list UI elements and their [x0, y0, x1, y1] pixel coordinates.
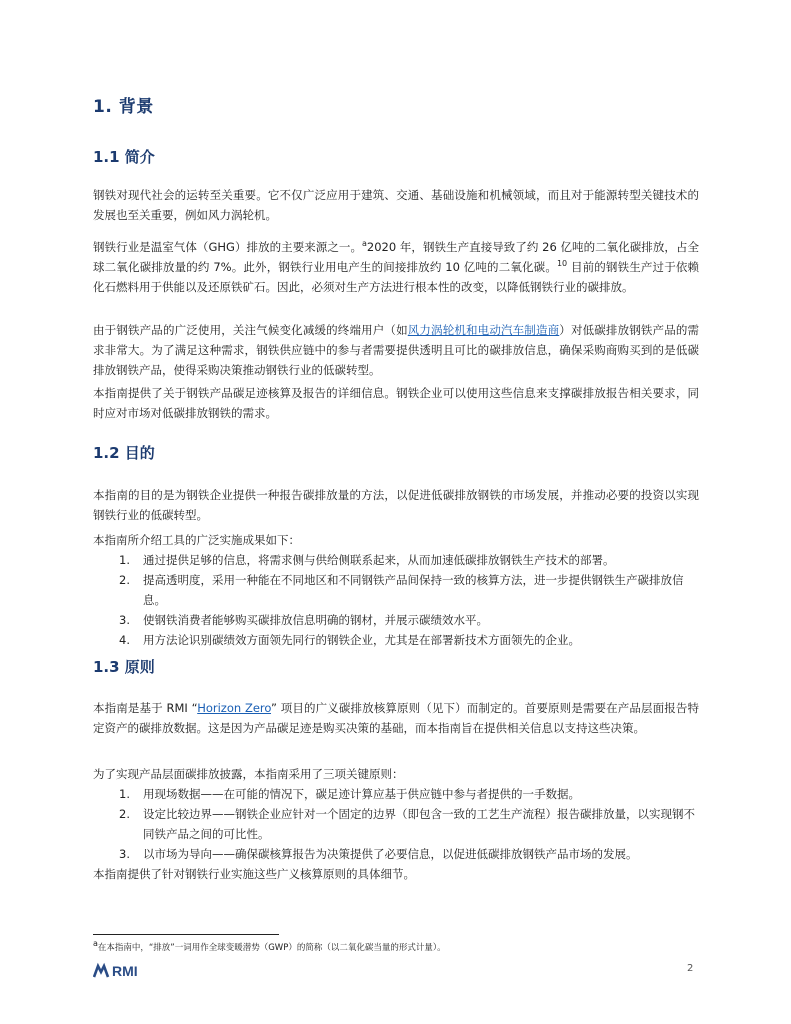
- intro-p3-text-a: 由于钢铁产品的广泛使用，关注气候变化减缓的终端用户（如: [93, 323, 408, 337]
- intro-paragraph-4: 本指南提供了关于钢铁产品碳足迹核算及报告的详细信息。钢铁企业可以使用这些信息来支撑碳排放报告相关要求，同时应对市场对低碳排放钢铁的需求。: [93, 386, 699, 420]
- footnote: [93, 941, 446, 953]
- intro-p3-text-b: ）对低碳排放钢铁产品的需求非常大。为了满足这种需求，钢铁供应链中的参与者需要提供透明且可比的碳排放信息，确保采购商购买到的是低碳排放钢铁产品，使得采购决策推动钢铁行业的低碳转型。: [93, 323, 700, 377]
- intro-paragraph-1: 钢铁对现代社会的运转至关重要。它不仅广泛应用于建筑、交通、基础设施和机械领域，而且对于能源转型关键技术的发展也至关重要，例如风力涡轮机。: [93, 188, 699, 222]
- list-item: [93, 570, 699, 610]
- list-item-text: 用现场数据——在可能的情况下，碳足迹计算应基于供应链中参与者提供的一手数据。: [143, 787, 580, 801]
- horizon-zero-link[interactable]: Horizon Zero: [197, 701, 272, 715]
- intro-paragraph-3: [93, 320, 699, 380]
- intro-p2-text-a: 钢铁行业是温室气体（GHG）排放的主要来源之一。: [93, 240, 362, 254]
- footnote-ref-10[interactable]: 10: [556, 259, 568, 269]
- section-title-purpose: 1.2 目的: [93, 444, 155, 462]
- list-item-number: 1.: [119, 553, 130, 567]
- section-title-introduction: 1.1 简介: [93, 148, 155, 166]
- purpose-paragraph-2: 本指南所介绍工具的广泛实施成果如下：: [93, 533, 300, 547]
- page-number: 2: [687, 963, 694, 974]
- section-title-background: 1. 背景: [93, 97, 154, 117]
- principles-paragraph-3: 本指南提供了针对钢铁行业实施这些广义核算原则的具体细节。: [93, 867, 415, 881]
- intro-p2-text-b: 2020 年，钢铁生产直接导致了约 26 亿吨的二氧化碳排放，占全球二氧化碳排放量的约 7%。此外，钢铁行业用电产生的间接排放约 10 亿吨的二氧化碳。: [93, 240, 699, 274]
- list-item-text: 以市场为导向——确保碳核算报告为决策提供了必要信息，以促进低碳排放钢铁产品市场的发展。: [143, 847, 638, 861]
- footnote-divider: [93, 934, 279, 935]
- list-item-text: 使钢铁消费者能够购买碳排放信息明确的钢材，并展示碳绩效水平。: [143, 613, 488, 627]
- list-item-number: 2.: [119, 807, 130, 821]
- purpose-paragraph-1: 本指南的目的是为钢铁企业提供一种报告碳排放量的方法，以促进低碳排放钢铁的市场发展，并推动必要的投资以实现钢铁行业的低碳转型。: [93, 488, 699, 522]
- section-title-principles: 1.3 原则: [93, 658, 155, 676]
- principles-paragraph-2: 为了实现产品层面碳排放披露，本指南采用了三项关键原则：: [93, 767, 404, 781]
- list-item-text: 用方法论识别碳绩效方面领先同行的钢铁企业，尤其是在部署新技术方面领先的企业。: [143, 633, 580, 647]
- list-item: [93, 804, 699, 844]
- rmi-logo-mark: [94, 966, 108, 977]
- list-item: [93, 630, 699, 650]
- list-item-text: 通过提供足够的信息，将需求侧与供给侧联系起来，从而加速低碳排放钢铁生产技术的部署。: [143, 553, 615, 567]
- principles-list: [93, 784, 699, 864]
- list-item-number: 3.: [119, 613, 130, 627]
- list-item-text: 提高透明度，采用一种能在不同地区和不同钢铁产品间保持一致的核算方法，进一步提供钢铁生产碳排放信息。: [143, 573, 684, 607]
- list-item-number: 3.: [119, 847, 130, 861]
- intro-p2-text-c: 目前的钢铁生产过于依赖化石燃料用于供能以及还原铁矿石。因此，必须对生产方法进行根本性的改变，以降低钢铁行业的碳排放。: [93, 260, 699, 294]
- principles-p1-text-a: 本指南是基于 RMI “: [93, 701, 198, 715]
- principles-paragraph-1: [93, 698, 699, 738]
- list-item: [93, 844, 699, 864]
- list-item: [93, 610, 699, 630]
- intro-paragraph-2: [93, 237, 699, 297]
- list-item: [93, 550, 699, 570]
- footnote-ref-a[interactable]: a: [362, 239, 367, 249]
- list-item-text: 设定比较边界——钢铁企业应针对一个固定的边界（即包含一致的工艺生产流程）报告碳排放量，以实现钢不同铁产品之间的可比性。: [143, 807, 695, 841]
- principles-p1-text-b: ” 项目的广义碳排放核算原则（见下）而制定的。首要原则是需要在产品层面报告特定资产的碳排放数据。这是因为产品碳足迹是购买决策的基础，而本指南旨在提供相关信息以支持这些决策。: [93, 701, 700, 735]
- list-item-number: 1.: [119, 787, 130, 801]
- list-item: [93, 784, 699, 804]
- footnote-text: 在本指南中，“排放”一词用作全球变暖潜势（GWP）的简称（以二氧化碳当量的形式计量）。: [97, 943, 446, 953]
- manufacturers-link[interactable]: 风力涡轮机和电动汽车制造商: [407, 323, 560, 337]
- footnote-marker: a: [93, 939, 98, 949]
- rmi-logo: [93, 960, 163, 980]
- list-item-number: 4.: [119, 633, 130, 647]
- purpose-outcomes-list: [93, 550, 699, 650]
- list-item-number: 2.: [119, 573, 130, 587]
- rmi-logo-text: RMI: [112, 963, 138, 979]
